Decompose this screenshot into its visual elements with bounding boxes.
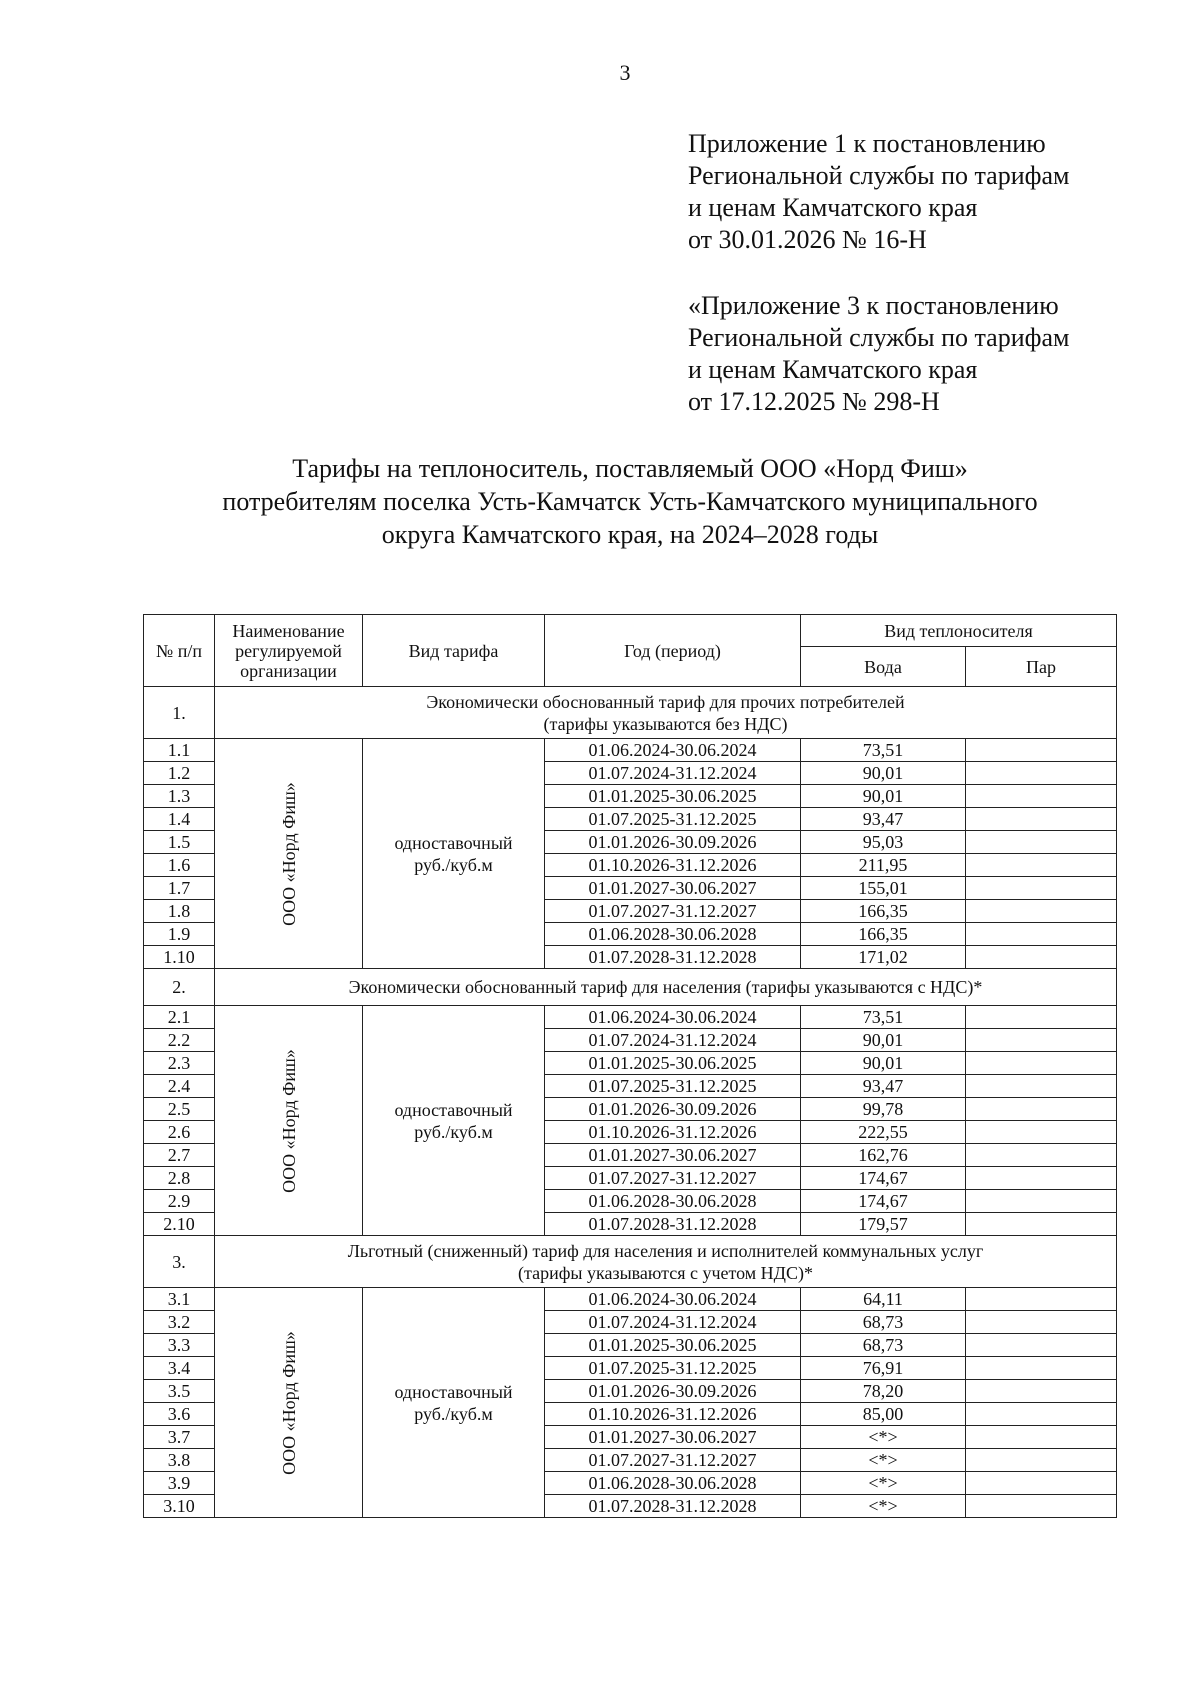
water-tariff-cell: 166,35 (801, 900, 966, 923)
title-line: потребителям поселка Усть-Камчатск Усть-Камчатского муниципального (222, 487, 1038, 516)
period-cell: 01.07.2025-31.12.2025 (545, 808, 801, 831)
water-tariff-cell: 166,35 (801, 923, 966, 946)
steam-tariff-cell (966, 1426, 1117, 1449)
tariff-kind-line: одноставочный (394, 832, 513, 853)
row-number: 3.3 (144, 1334, 215, 1357)
table-row (144, 1006, 1117, 1029)
water-tariff-cell: 93,47 (801, 1075, 966, 1098)
steam-tariff-cell (966, 1403, 1117, 1426)
steam-tariff-cell (966, 1311, 1117, 1334)
row-number: 1.2 (144, 762, 215, 785)
water-tariff-cell: 155,01 (801, 877, 966, 900)
water-tariff-cell: 99,78 (801, 1098, 966, 1121)
row-number: 1.5 (144, 831, 215, 854)
period-cell: 01.01.2027-30.06.2027 (545, 1144, 801, 1167)
row-number: 2.8 (144, 1167, 215, 1190)
organization-name: ООО «Норд Фиш» (278, 1048, 299, 1193)
water-tariff-cell: 78,20 (801, 1380, 966, 1403)
row-number: 1.9 (144, 923, 215, 946)
steam-tariff-cell (966, 1357, 1117, 1380)
organization-cell (215, 739, 363, 969)
period-cell: 01.07.2024-31.12.2024 (545, 1311, 801, 1334)
row-number: 3.8 (144, 1449, 215, 1472)
row-number: 3.2 (144, 1311, 215, 1334)
row-number: 2.1 (144, 1006, 215, 1029)
water-tariff-cell: 73,51 (801, 1006, 966, 1029)
appendix-1-line: и ценам Камчатского края (688, 193, 978, 222)
section-title-line: (тарифы указываются без НДС) (543, 713, 788, 734)
row-number: 3.10 (144, 1495, 215, 1518)
organization-name: ООО «Норд Фиш» (278, 781, 299, 926)
row-number: 1.8 (144, 900, 215, 923)
period-cell: 01.07.2027-31.12.2027 (545, 1449, 801, 1472)
period-cell: 01.07.2025-31.12.2025 (545, 1075, 801, 1098)
row-number: 1.6 (144, 854, 215, 877)
title-line: Тарифы на теплоноситель, поставляемый ООО «Норд Фиш» (292, 454, 968, 483)
period-cell: 01.06.2024-30.06.2024 (545, 739, 801, 762)
water-tariff-cell: 179,57 (801, 1213, 966, 1236)
water-tariff-cell: 90,01 (801, 785, 966, 808)
water-tariff-cell: 211,95 (801, 854, 966, 877)
steam-tariff-cell (966, 1052, 1117, 1075)
section-header-row (144, 969, 1117, 1006)
organization-name: ООО «Норд Фиш» (278, 1330, 299, 1475)
row-number: 3.7 (144, 1426, 215, 1449)
water-tariff-cell: <*> (801, 1449, 966, 1472)
row-number: 2.9 (144, 1190, 215, 1213)
row-number: 2.3 (144, 1052, 215, 1075)
section-title-line: Экономически обоснованный тариф для населения (тарифы указываются с НДС)* (348, 977, 983, 997)
period-cell: 01.06.2024-30.06.2024 (545, 1288, 801, 1311)
steam-tariff-cell (966, 739, 1117, 762)
water-tariff-cell: 95,03 (801, 831, 966, 854)
period-cell: 01.06.2028-30.06.2028 (545, 1472, 801, 1495)
steam-tariff-cell (966, 762, 1117, 785)
water-tariff-cell: 90,01 (801, 762, 966, 785)
section-title (215, 687, 1117, 739)
period-cell: 01.01.2025-30.06.2025 (545, 1334, 801, 1357)
table-row (144, 1288, 1117, 1311)
title-line: округа Камчатского края, на 2024–2028 годы (381, 520, 879, 549)
row-number: 1.1 (144, 739, 215, 762)
header-kind: Вид тарифа (363, 615, 545, 687)
steam-tariff-cell (966, 923, 1117, 946)
header-carrier: Вид теплоносителя (801, 615, 1117, 647)
period-cell: 01.01.2025-30.06.2025 (545, 785, 801, 808)
appendix-block-2 (688, 290, 1069, 418)
appendix-2-line: и ценам Камчатского края (688, 355, 978, 384)
water-tariff-cell: 64,11 (801, 1288, 966, 1311)
water-tariff-cell: 171,02 (801, 946, 966, 969)
steam-tariff-cell (966, 1121, 1117, 1144)
steam-tariff-cell (966, 785, 1117, 808)
period-cell: 01.01.2026-30.09.2026 (545, 1380, 801, 1403)
steam-tariff-cell (966, 831, 1117, 854)
row-number: 2.6 (144, 1121, 215, 1144)
tariff-kind-cell (363, 1288, 545, 1518)
header-num: № п/п (144, 615, 215, 687)
steam-tariff-cell (966, 854, 1117, 877)
header-org: Наименование регулируемой организации (215, 615, 363, 687)
water-tariff-cell: 68,73 (801, 1334, 966, 1357)
steam-tariff-cell (966, 1288, 1117, 1311)
steam-tariff-cell (966, 1190, 1117, 1213)
appendix-1-line: Приложение 1 к постановлению (688, 129, 1046, 158)
document-title (140, 452, 1120, 551)
tariff-kind-line: одноставочный (394, 1381, 513, 1402)
tariff-table-body (144, 687, 1117, 1518)
row-number: 1.4 (144, 808, 215, 831)
section-header-row (144, 687, 1117, 739)
row-number: 2.7 (144, 1144, 215, 1167)
water-tariff-cell: 68,73 (801, 1311, 966, 1334)
tariff-kind-cell (363, 739, 545, 969)
period-cell: 01.01.2027-30.06.2027 (545, 1426, 801, 1449)
tariff-table (143, 614, 1117, 1518)
row-number: 3.6 (144, 1403, 215, 1426)
period-cell: 01.06.2024-30.06.2024 (545, 1006, 801, 1029)
appendix-2-line: Региональной службы по тарифам (688, 323, 1070, 352)
tariff-kind-line: руб./куб.м (414, 854, 493, 875)
appendix-1-line: Региональной службы по тарифам (688, 161, 1070, 190)
appendix-1-line: от 30.01.2026 № 16-Н (688, 225, 927, 254)
row-number: 1.3 (144, 785, 215, 808)
section-number: 1. (144, 687, 215, 739)
steam-tariff-cell (966, 1075, 1117, 1098)
row-number: 3.4 (144, 1357, 215, 1380)
water-tariff-cell: 76,91 (801, 1357, 966, 1380)
period-cell: 01.10.2026-31.12.2026 (545, 1121, 801, 1144)
period-cell: 01.07.2024-31.12.2024 (545, 1029, 801, 1052)
steam-tariff-cell (966, 1213, 1117, 1236)
period-cell: 01.07.2028-31.12.2028 (545, 1213, 801, 1236)
page-number: 3 (619, 60, 631, 85)
row-number: 3.5 (144, 1380, 215, 1403)
tariff-kind-line: руб./куб.м (414, 1403, 493, 1424)
water-tariff-cell: 85,00 (801, 1403, 966, 1426)
water-tariff-cell: 174,67 (801, 1167, 966, 1190)
row-number: 2.4 (144, 1075, 215, 1098)
steam-tariff-cell (966, 900, 1117, 923)
water-tariff-cell: 93,47 (801, 808, 966, 831)
period-cell: 01.06.2028-30.06.2028 (545, 923, 801, 946)
water-tariff-cell: <*> (801, 1495, 966, 1518)
row-number: 3.1 (144, 1288, 215, 1311)
steam-tariff-cell (966, 1449, 1117, 1472)
row-number: 1.7 (144, 877, 215, 900)
steam-tariff-cell (966, 808, 1117, 831)
row-number: 1.10 (144, 946, 215, 969)
steam-tariff-cell (966, 946, 1117, 969)
water-tariff-cell: <*> (801, 1426, 966, 1449)
section-title-line: (тарифы указываются с учетом НДС)* (518, 1262, 813, 1283)
water-tariff-cell: 222,55 (801, 1121, 966, 1144)
table-row (144, 739, 1117, 762)
appendix-block-1 (688, 128, 1069, 256)
steam-tariff-cell (966, 1144, 1117, 1167)
row-number: 2.10 (144, 1213, 215, 1236)
water-tariff-cell: 162,76 (801, 1144, 966, 1167)
period-cell: 01.07.2025-31.12.2025 (545, 1357, 801, 1380)
organization-cell (215, 1006, 363, 1236)
water-tariff-cell: 90,01 (801, 1052, 966, 1075)
header-period: Год (период) (545, 615, 801, 687)
row-number: 2.5 (144, 1098, 215, 1121)
water-tariff-cell: <*> (801, 1472, 966, 1495)
steam-tariff-cell (966, 1495, 1117, 1518)
period-cell: 01.01.2027-30.06.2027 (545, 877, 801, 900)
period-cell: 01.07.2028-31.12.2028 (545, 1495, 801, 1518)
header-steam: Пар (966, 647, 1117, 687)
row-number: 2.2 (144, 1029, 215, 1052)
tariff-kind-cell (363, 1006, 545, 1236)
section-number: 3. (144, 1236, 215, 1288)
period-cell: 01.10.2026-31.12.2026 (545, 1403, 801, 1426)
tariff-kind-line: руб./куб.м (414, 1121, 493, 1142)
steam-tariff-cell (966, 1334, 1117, 1357)
steam-tariff-cell (966, 1472, 1117, 1495)
steam-tariff-cell (966, 877, 1117, 900)
period-cell: 01.06.2028-30.06.2028 (545, 1190, 801, 1213)
tariff-kind-line: одноставочный (394, 1099, 513, 1120)
period-cell: 01.07.2024-31.12.2024 (545, 762, 801, 785)
row-number: 3.9 (144, 1472, 215, 1495)
steam-tariff-cell (966, 1029, 1117, 1052)
steam-tariff-cell (966, 1167, 1117, 1190)
water-tariff-cell: 90,01 (801, 1029, 966, 1052)
period-cell: 01.07.2028-31.12.2028 (545, 946, 801, 969)
organization-cell (215, 1288, 363, 1518)
steam-tariff-cell (966, 1380, 1117, 1403)
steam-tariff-cell (966, 1006, 1117, 1029)
section-title-line: Льготный (сниженный) тариф для населения и исполнителей коммунальных услуг (347, 1240, 984, 1261)
appendix-2-line: «Приложение 3 к постановлению (688, 291, 1059, 320)
section-title-line: Экономически обоснованный тариф для прочих потребителей (426, 691, 905, 712)
period-cell: 01.01.2026-30.09.2026 (545, 1098, 801, 1121)
section-number: 2. (144, 969, 215, 1006)
period-cell: 01.10.2026-31.12.2026 (545, 854, 801, 877)
period-cell: 01.07.2027-31.12.2027 (545, 1167, 801, 1190)
water-tariff-cell: 73,51 (801, 739, 966, 762)
period-cell: 01.07.2027-31.12.2027 (545, 900, 801, 923)
section-header-row (144, 1236, 1117, 1288)
period-cell: 01.01.2026-30.09.2026 (545, 831, 801, 854)
steam-tariff-cell (966, 1098, 1117, 1121)
appendix-2-line: от 17.12.2025 № 298-Н (688, 387, 940, 416)
header-water: Вода (801, 647, 966, 687)
section-title (215, 1236, 1117, 1288)
water-tariff-cell: 174,67 (801, 1190, 966, 1213)
section-title (215, 969, 1117, 1006)
period-cell: 01.01.2025-30.06.2025 (545, 1052, 801, 1075)
